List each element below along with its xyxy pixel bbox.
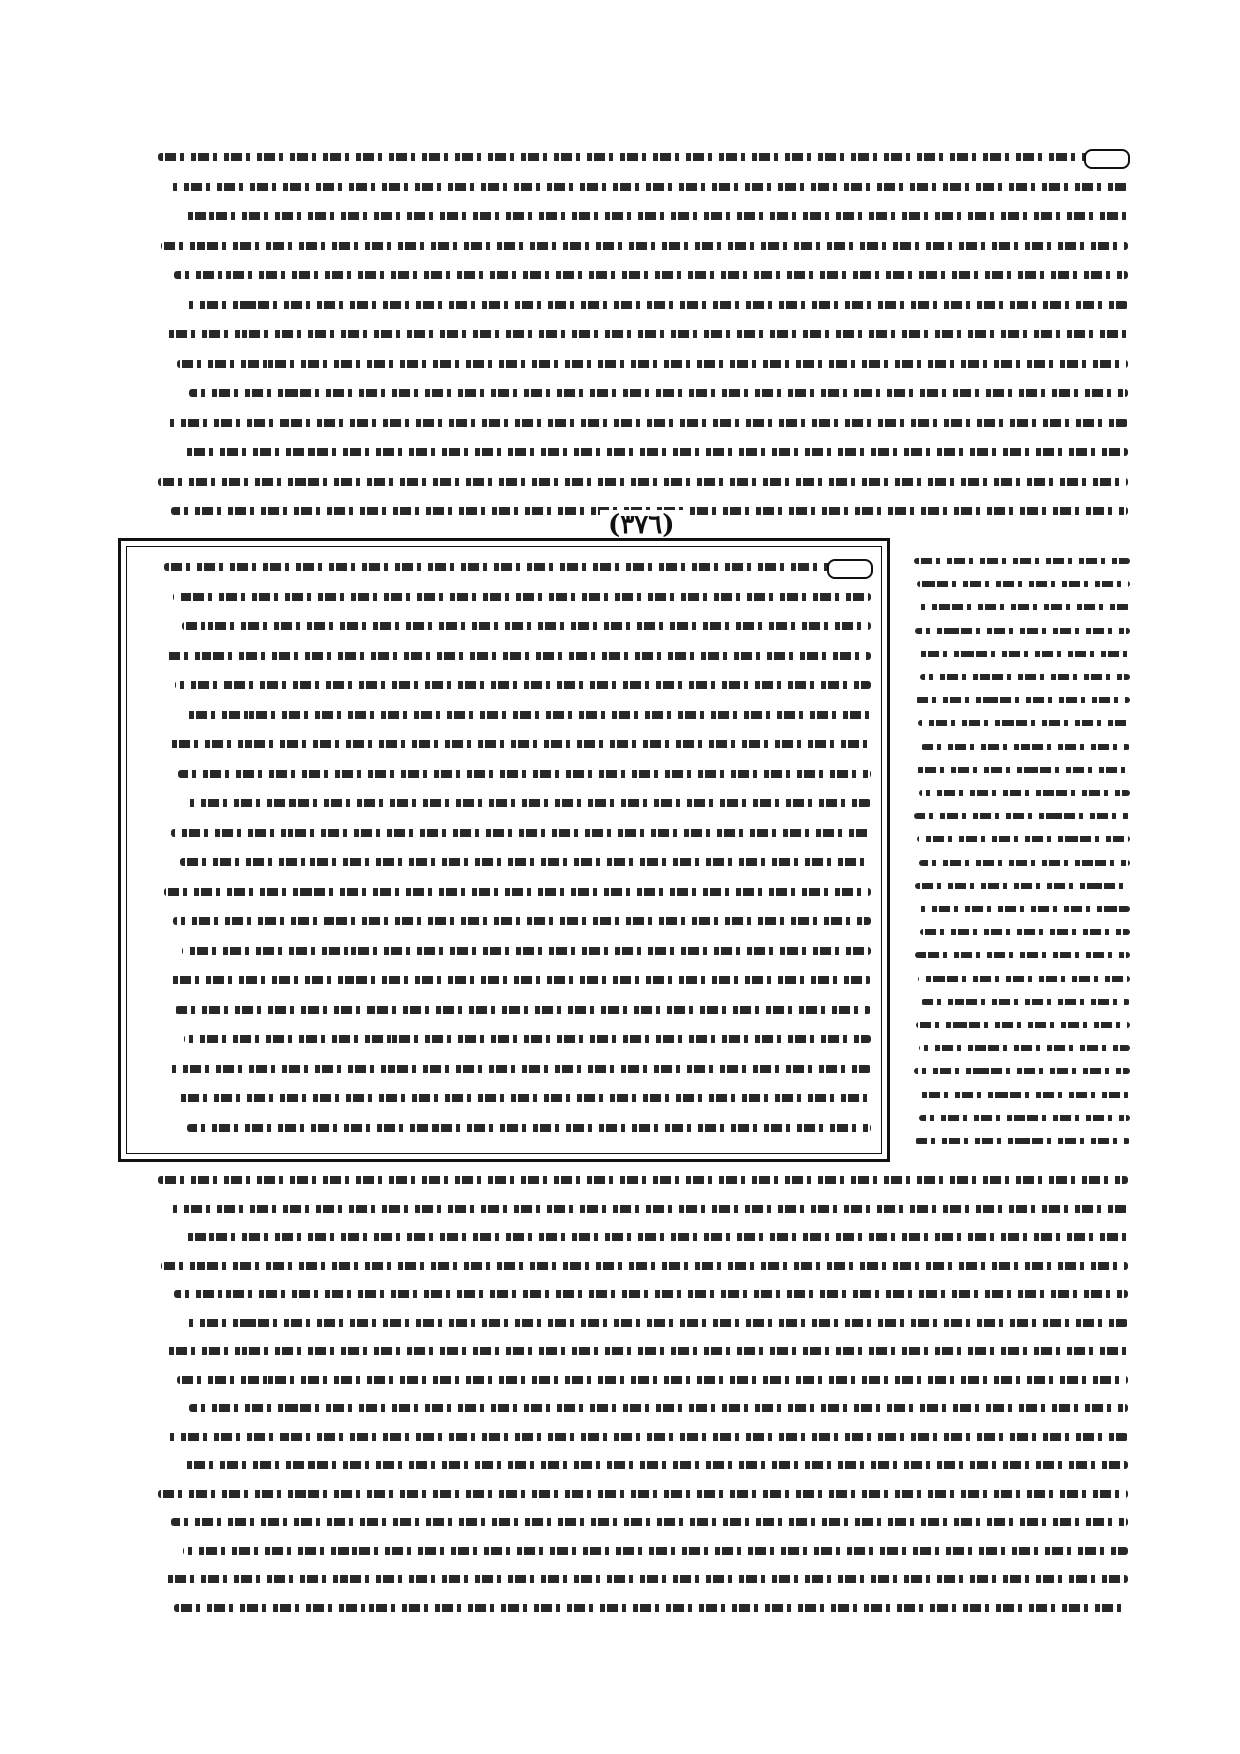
top-commentary-block [118, 145, 1128, 545]
text-line [182, 947, 871, 955]
text-line [183, 212, 1128, 220]
text-line [184, 711, 871, 719]
text-line [915, 883, 1130, 889]
margin-notes-column [905, 550, 1130, 1155]
text-line [916, 767, 1130, 773]
text-line [161, 1575, 1128, 1583]
text-line [164, 563, 871, 571]
text-line [158, 153, 1128, 161]
text-line [175, 681, 871, 689]
text-line [189, 389, 1128, 397]
text-line [177, 360, 1128, 368]
text-line [167, 976, 871, 984]
text-line [174, 1604, 1128, 1612]
text-line [919, 1045, 1130, 1051]
text-line [919, 604, 1130, 610]
text-line [917, 581, 1130, 587]
bottom-commentary-block [118, 1168, 1128, 1613]
text-line [171, 1518, 1128, 1526]
text-line [919, 860, 1130, 866]
text-line [178, 770, 871, 778]
text-line [919, 790, 1130, 796]
text-line [915, 628, 1130, 634]
text-line [915, 1138, 1130, 1144]
text-line [171, 1205, 1128, 1213]
text-line [914, 1068, 1130, 1074]
text-line [167, 652, 871, 660]
text-line [915, 697, 1130, 703]
text-line [918, 976, 1130, 982]
text-line [161, 1262, 1128, 1270]
text-line [158, 1490, 1128, 1498]
text-line [916, 1022, 1130, 1028]
main-text-frame [118, 538, 890, 1162]
text-line [921, 744, 1130, 750]
text-line [164, 330, 1128, 338]
text-line [919, 1115, 1130, 1121]
text-line [180, 448, 1128, 456]
text-line [917, 836, 1130, 842]
text-line [177, 1376, 1128, 1384]
text-line [169, 740, 871, 748]
text-line [180, 1461, 1128, 1469]
text-line [186, 1319, 1128, 1327]
text-line [167, 419, 1128, 427]
text-line [921, 999, 1130, 1005]
text-line [178, 1094, 871, 1102]
text-line [164, 1347, 1128, 1355]
text-line [917, 1092, 1130, 1098]
text-line [920, 929, 1130, 935]
main-text-block [135, 555, 871, 1145]
text-line [173, 593, 871, 601]
text-line [173, 917, 871, 925]
text-line [183, 1547, 1128, 1555]
page-number: (٣٧٦) [600, 510, 683, 540]
text-line [187, 1124, 871, 1132]
text-line [914, 813, 1130, 819]
text-line [158, 478, 1128, 486]
text-line [183, 1233, 1128, 1241]
text-line [920, 674, 1130, 680]
text-line [184, 1035, 871, 1043]
text-line [917, 651, 1130, 657]
text-line [189, 1404, 1128, 1412]
text-line [174, 1290, 1128, 1298]
text-line [187, 799, 871, 807]
text-line [171, 183, 1128, 191]
text-line [917, 906, 1130, 912]
text-line [180, 858, 871, 866]
text-line [169, 1065, 871, 1073]
text-line [915, 952, 1130, 958]
text-line [171, 829, 871, 837]
text-line [158, 1176, 1128, 1184]
text-line [918, 720, 1130, 726]
text-line [161, 242, 1128, 250]
text-line [167, 1433, 1128, 1441]
text-line [164, 888, 871, 896]
text-line [186, 301, 1128, 309]
text-line [914, 558, 1130, 564]
section-marker [827, 559, 873, 579]
text-line [174, 271, 1128, 279]
text-line [175, 1006, 871, 1014]
text-line [182, 622, 871, 630]
section-marker [1084, 149, 1130, 169]
